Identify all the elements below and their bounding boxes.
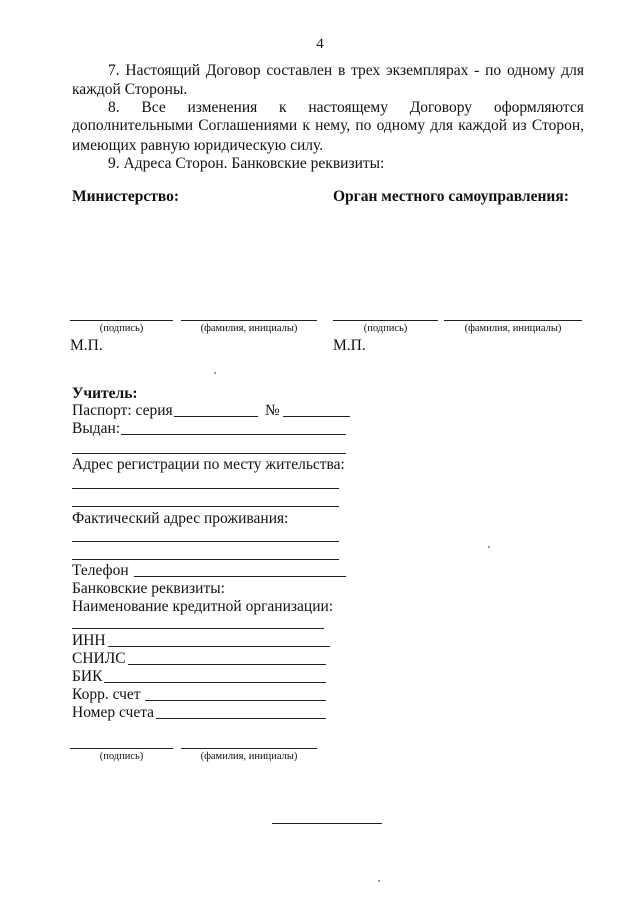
corr-account-line <box>145 700 326 701</box>
inn-line <box>108 646 330 647</box>
scan-speck <box>378 880 380 882</box>
registration-address-line-2 <box>72 506 339 507</box>
clause-8-word: Все <box>141 99 166 116</box>
ministry-name-caption: (фамилия, инициалы) <box>200 323 298 334</box>
snils-line <box>128 664 326 665</box>
registration-address-line-1 <box>72 488 339 489</box>
actual-address-label: Фактический адрес проживания: <box>72 510 289 527</box>
clause-8-word: изменения <box>187 99 258 116</box>
local-gov-name-caption: (фамилия, инициалы) <box>464 323 562 334</box>
bik-label: БИК <box>72 668 103 685</box>
credit-org-label: Наименование кредитной организации: <box>72 598 334 615</box>
clause-8-word: 8. <box>108 99 120 116</box>
bik-line <box>104 682 326 683</box>
issued-line <box>121 434 346 435</box>
local-gov-name-line <box>444 320 582 321</box>
passport-series-label: Паспорт: серия <box>72 402 173 419</box>
ministry-name-line <box>181 320 317 321</box>
passport-number-line <box>283 416 350 417</box>
clause-8-word: настоящему <box>308 99 388 116</box>
inn-label: ИНН <box>72 632 106 649</box>
clause-7-line-1: 7. Настоящий Договор составлен в трех экземплярах - по одному для <box>108 62 584 79</box>
ministry-signature-line <box>70 320 173 321</box>
local-gov-signature-caption: (подпись) <box>363 323 408 334</box>
phone-line <box>134 576 346 577</box>
clause-8-line-2: дополнительными Соглашениями к нему, по одному для каждой из Сторон, <box>72 117 584 134</box>
clause-8-word: Договору <box>409 99 473 116</box>
phone-label: Телефон <box>72 562 129 579</box>
teacher-heading: Учитель: <box>72 385 138 402</box>
issued-label: Выдан: <box>72 420 121 437</box>
local-gov-seal: М.П. <box>333 337 366 354</box>
clause-8-word: оформляются <box>493 99 584 116</box>
clause-8-word: к <box>279 99 287 116</box>
teacher-name-caption: (фамилия, инициалы) <box>200 751 298 762</box>
ministry-signature-caption: (подпись) <box>99 323 144 334</box>
clause-9: 9. Адреса Сторон. Банковские реквизиты: <box>108 155 385 172</box>
closing-rule <box>272 823 382 824</box>
clause-7-line-2: каждой Стороны. <box>72 81 188 98</box>
passport-series-line <box>174 416 258 417</box>
actual-address-line-2 <box>72 559 339 560</box>
account-number-line <box>156 718 326 719</box>
scan-speck <box>488 546 490 548</box>
credit-org-line <box>72 628 324 629</box>
corr-account-label: Корр. счет <box>72 686 141 703</box>
snils-label: СНИЛС <box>72 650 126 667</box>
teacher-signature-caption: (подпись) <box>99 751 144 762</box>
local-gov-signature-line <box>333 320 438 321</box>
clause-8-line-3: имеющих равную юридическую силу. <box>72 137 324 154</box>
teacher-signature-line <box>70 748 173 749</box>
account-number-label: Номер счета <box>72 704 155 721</box>
teacher-name-line <box>181 748 317 749</box>
issued-line-2 <box>72 453 346 454</box>
ministry-seal: М.П. <box>70 337 103 354</box>
registration-address-label: Адрес регистрации по месту жительства: <box>72 456 345 473</box>
bank-details-label: Банковские реквизиты: <box>72 580 225 597</box>
actual-address-line-1 <box>72 541 339 542</box>
passport-number-label: № <box>265 402 280 419</box>
page-number: 4 <box>316 36 324 52</box>
ministry-heading: Министерство: <box>72 188 180 205</box>
local-gov-heading: Орган местного самоуправления: <box>333 188 569 205</box>
clause-8-line-1 <box>108 98 584 117</box>
scan-speck <box>214 372 216 374</box>
